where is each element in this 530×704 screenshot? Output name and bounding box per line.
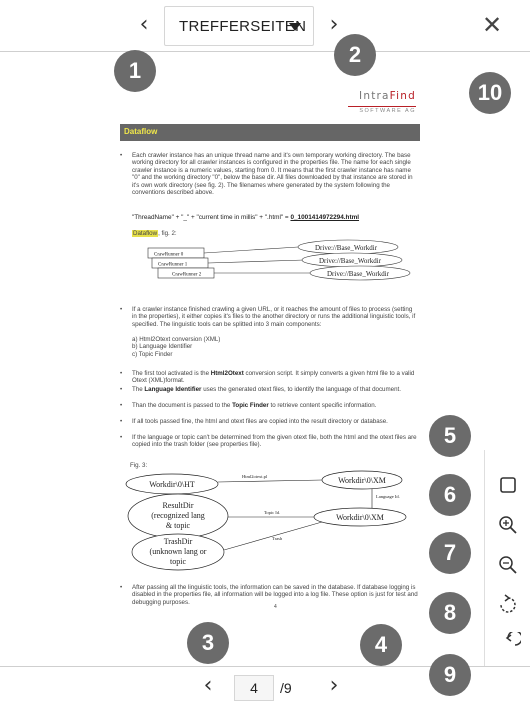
callout-marker-4: 4 — [360, 624, 402, 666]
callout-marker-2: 2 — [334, 34, 376, 76]
hit-pages-dropdown[interactable] — [164, 6, 314, 46]
bullet-mark: • — [120, 306, 123, 313]
rotate-clockwise-button[interactable] — [495, 592, 521, 618]
fig3-workdir-ht-label: Workdir\0\HT — [149, 480, 195, 489]
bullet-mark: • — [120, 584, 123, 591]
b2-post: uses the generated otext files, to identify the language of that document. — [201, 386, 401, 393]
fig3-trash-label-2: (unknown lang or — [149, 547, 207, 556]
callout-marker-1: 1 — [114, 50, 156, 92]
callout-marker-9: 9 — [429, 654, 471, 696]
zoom-in-icon — [495, 512, 521, 538]
fig3-edge-topic-label: Topic Id. — [264, 510, 281, 515]
page-number-input[interactable] — [234, 675, 274, 701]
b1-pre: The first tool activated is the — [132, 370, 211, 377]
fit-page-button[interactable] — [495, 472, 521, 498]
b2-bold: Language Identifier — [144, 386, 202, 393]
page-total-label: /9 — [280, 680, 292, 696]
rotate-counterclockwise-icon — [495, 632, 521, 658]
formula-example: 0_1001414972294.html — [290, 214, 360, 221]
b2-pre: The — [132, 386, 145, 393]
intrafind-logo — [359, 90, 416, 102]
fig3-edge-language-label: Language Id. — [376, 494, 400, 499]
bullet-topic-finder — [132, 402, 418, 409]
bullet-all-tools-passed: If all tools passed fine, the html and otext files are copied into the result directory or database. — [132, 418, 388, 425]
viewer-tool-column — [484, 450, 530, 666]
b3-pre: Than the document is passed to the — [132, 402, 233, 409]
component-list — [132, 336, 332, 358]
logo-divider — [348, 106, 416, 107]
logo-text-a: Intra — [359, 90, 390, 102]
zoom-in-button[interactable] — [495, 512, 521, 538]
callout-marker-3: 3 — [187, 622, 229, 664]
document-page — [112, 84, 428, 614]
fig3-trash-label-1: TrashDir — [163, 537, 193, 546]
callout-marker-6: 6 — [429, 474, 471, 516]
close-button[interactable]: ✕ — [481, 11, 503, 39]
bullet-language-identifier — [132, 386, 418, 393]
fig3-caption: Fig. 3: — [130, 462, 148, 469]
b1-bold: Html2Otext — [210, 370, 244, 377]
formula-text: "ThreadName" + "_" + "current time in millis" + ".html" = — [132, 214, 291, 221]
next-hit-page-button[interactable]: › — [329, 12, 339, 37]
fig3-workdir-xm-top-label: Workdir\0\XM — [338, 476, 386, 485]
fig3-workdir-xm-mid-label: Workdir\0\XM — [336, 513, 384, 522]
fig2-target-label-2: Drive://Base_Workdir — [327, 270, 390, 278]
bullet-mark: • — [120, 386, 123, 393]
fig3-edge-html2otext — [218, 480, 322, 482]
fig2-caption-rest: , fig. 2: — [158, 230, 177, 237]
square-icon — [495, 472, 521, 498]
callout-marker-8: 8 — [429, 592, 471, 634]
fig3-edge-trash-label: Trash — [272, 536, 283, 541]
rotate-clockwise-icon — [495, 592, 521, 618]
bullet-mark: • — [120, 370, 123, 377]
previous-hit-page-button[interactable]: ‹ — [139, 12, 149, 37]
bullet-mark: • — [120, 434, 123, 441]
fig2-arrow-0 — [204, 247, 298, 253]
callout-marker-7: 7 — [429, 532, 471, 574]
section-header — [120, 124, 420, 141]
b1-post: conversion script. It simply converts a given html file to a valid Otext (XML)format. — [132, 370, 415, 385]
fig2-arrow-1 — [208, 260, 304, 263]
b3-bold: Topic Finder — [232, 402, 269, 409]
next-page-button[interactable]: › — [329, 673, 339, 698]
fig2-runner-label-2: CrawRunner 2 — [172, 272, 202, 278]
bullet-mark: • — [120, 402, 123, 409]
zoom-out-icon — [495, 552, 521, 578]
component-item-a: a) Html2Otext conversion (XML) — [132, 336, 221, 343]
paragraph-1: Each crawler instance has an unique thread name and it's own temporary working directory. The base working directory for all crawler instances is configured in the properties file. The name for each single crawler instance is a numeric values, starting from 0. It means that the first crawler instance has name "0" and the working directory "0", below the base dir. All files downloaded by that instance are stored in it's own work directory (see fig. 2). The filenames where generated by the system following the conventions described above. — [132, 152, 413, 197]
previous-page-button[interactable]: ‹ — [203, 673, 213, 698]
fig2-caption — [132, 230, 332, 237]
top-toolbar — [0, 0, 530, 52]
fig3-result-label-1: ResultDir — [162, 501, 194, 510]
figure-2-diagram — [138, 238, 424, 288]
filename-formula — [132, 214, 422, 221]
logo-subtitle: SOFTWARE AG — [359, 108, 416, 114]
rotate-counterclockwise-button[interactable] — [495, 632, 521, 658]
component-item-c: c) Topic Finder — [132, 350, 173, 358]
fig2-runner-label-1: CrawRunner 1 — [158, 262, 188, 268]
fig3-edge-html2otext-label: Html2otext.pl — [242, 474, 268, 479]
bullet-html2otext — [132, 370, 418, 385]
section-title: Dataflow — [124, 127, 158, 136]
callout-marker-5: 5 — [429, 415, 471, 457]
component-item-b: b) Language Identifier — [132, 343, 193, 351]
figure-3-diagram — [122, 470, 414, 572]
paragraph-3: After passing all the linguistic tools, the information can be saved in the database. If database logging is disabled in the properties file, all information will be logged into a log file. These option is just for test and debugging purposes. — [132, 584, 418, 606]
page-footer-number: 4 — [274, 604, 277, 610]
fig2-target-label-0: Drive://Base_Workdir — [315, 244, 378, 252]
bullet-mark: • — [120, 418, 123, 425]
bullet-mark: • — [120, 152, 123, 159]
fig3-trash-label-3: topic — [170, 557, 186, 566]
b3-post: to retrieve content specific information. — [268, 402, 377, 409]
caret-down-icon — [289, 23, 301, 31]
hit-pages-dropdown-label: TREFFERSEITEN — [179, 18, 307, 35]
fig3-result-label-2: (recognized lang — [151, 511, 205, 520]
zoom-out-button[interactable] — [495, 552, 521, 578]
bullet-trash-folder: If the language or topic can't be determined from the given otext file, both the html and the otext files are copied into the trash folder (see properties file). — [132, 434, 417, 449]
callout-marker-10: 10 — [469, 72, 511, 114]
fig2-caption-highlight: Dataflow — [133, 230, 158, 237]
fig3-result-label-3: & topic — [165, 521, 191, 530]
fig2-runner-label-0: CrawRunner 0 — [154, 252, 184, 258]
logo-text-b: Find — [389, 90, 416, 102]
paragraph-2: If a crawler instance finished crawling a given URL, or it reaches the amount of files to process (setting in the properties), it either copies it's files to the another directory or runs the additional linguistic tools, if specified. The linguistic tools can be splitted into 3 main components: — [132, 306, 416, 328]
fig2-target-label-1: Drive://Base_Workdir — [319, 257, 382, 265]
